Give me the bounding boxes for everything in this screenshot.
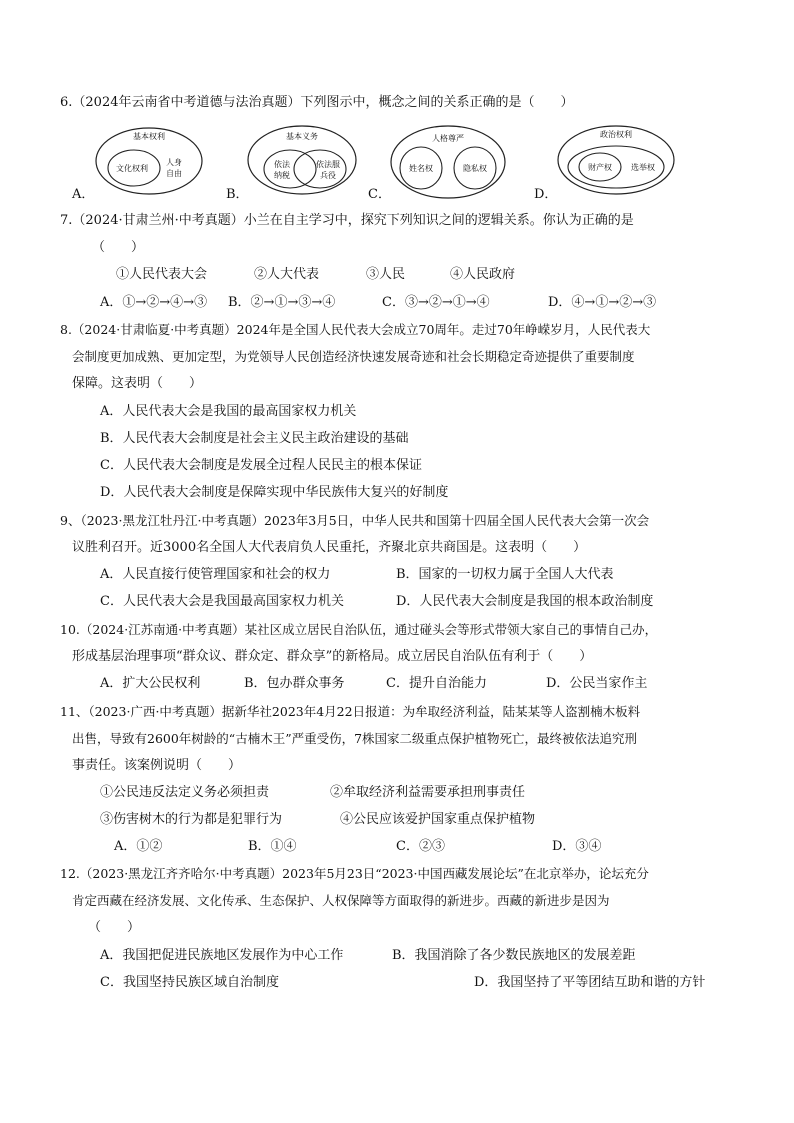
q6-diagram-c-inner1: 姓名权	[409, 164, 433, 173]
q11-stem-line2: 出售，导致有2600年树龄的“古楠木王”严重受伤，7株国家二级重点保护植物死亡，最终被依法追究刑	[72, 731, 638, 746]
q9-stem-line2: 议胜利召开。近3000名全国人大代表肩负人民重托，齐聚北京共商国是。这表明（ ）	[72, 540, 587, 555]
q7-item-2: ②人大代表	[254, 267, 320, 282]
q12-stem-line1: 12.（2023·黑龙江齐齐哈尔·中考真题）2023年5月23日“2023·中国西藏发展论坛”在北京举办，论坛充分	[60, 866, 649, 881]
q10-stem-line2: 形成基层治理事项“群众议、群众定、群众享”的新格局。成立居民自治队伍有利于（ ）	[72, 649, 593, 664]
q11-item-4: ④公民应该爱护国家重点保护植物	[340, 812, 536, 827]
q7-option-a: A．①→②→④→③	[100, 295, 208, 310]
q11-item-3: ③伤害树木的行为都是犯罪行为	[100, 812, 283, 827]
q6-diagram-b-inner1b: 纳税	[274, 171, 290, 180]
q6-option-b-letter: B．	[226, 187, 249, 202]
q6-diagram-a-inner2b: 自由	[166, 169, 182, 178]
q6-diagram-b-inner2b: 兵役	[320, 171, 336, 180]
q8-option-a: A．人民代表大会是我国的最高国家权力机关	[100, 404, 357, 419]
q6-diagram-a-inner2a: 人身	[166, 158, 182, 167]
q6-diagram-d-outer: 政治权利	[600, 130, 632, 139]
q11-stem-line3: 事责任。该案例说明（ ）	[72, 758, 242, 773]
q8-option-c: C．人民代表大会制度是发展全过程人民民主的根本保证	[100, 458, 422, 473]
q8-option-b: B．人民代表大会制度是社会主义民主政治建设的基础	[100, 431, 409, 446]
q6-diagram-b-outer: 基本义务	[286, 132, 318, 141]
q6-diagram-a-inner1: 文化权利	[116, 164, 148, 173]
q7-stem-line2: （ ）	[92, 240, 145, 255]
q10-option-a: A．扩大公民权利	[100, 676, 201, 691]
q9-stem-line1: 9、（2023·黑龙江牡丹江·中考真题）2023年3月5日，中华人民共和国第十四届全国人民代表大会第一次会	[60, 513, 650, 528]
q11-option-b: B．①④	[248, 839, 297, 854]
q6-diagram-d-inner2: 选举权	[631, 163, 655, 172]
q7-item-4: ④人民政府	[450, 267, 516, 282]
q10-option-d: D．公民当家作主	[546, 676, 648, 691]
q6-diagram-b-inner2a: 依法服	[316, 160, 340, 169]
q12-option-c: C．我国坚持民族区域自治制度	[100, 975, 279, 990]
q6-diagram-a-outer: 基本权利	[133, 132, 165, 141]
q6-option-d-letter: D．	[534, 187, 558, 202]
q11-option-a: A．①②	[114, 839, 163, 854]
q6-diagram-d-inner1: 财产权	[588, 163, 612, 172]
q12-option-a: A．我国把促进民族地区发展作为中心工作	[100, 948, 344, 963]
q10-option-c: C．提升自治能力	[386, 676, 487, 691]
q8-stem-line2: 会制度更加成熟、更加定型，为党领导人民创造经济快速发展奇迹和社会长期稳定奇迹提供了重要制度	[72, 349, 635, 364]
q6-diagram-c	[389, 124, 507, 204]
q6-option-c-letter: C．	[368, 187, 391, 202]
q7-stem-line1: 7.（2024·甘肃兰州·中考真题）小兰在自主学习中，探究下列知识之间的逻辑关系。你认为正确的是	[60, 213, 634, 228]
q11-option-c: C．②③	[396, 839, 445, 854]
q8-option-d: D．人民代表大会制度是保障实现中华民族伟大复兴的好制度	[100, 485, 449, 500]
q6-diagram-d	[556, 124, 676, 200]
q7-option-c: C．③→②→①→④	[382, 295, 490, 310]
q8-stem-line1: 8.（2024·甘肃临夏·中考真题）2024年是全国人民代表大会成立70周年。走过70年峥嵘岁月，人民代表大	[60, 322, 651, 337]
q9-option-a: A．人民直接行使管理国家和社会的权力	[100, 567, 331, 582]
q6-option-a-letter: A．	[72, 187, 95, 202]
q11-item-2: ②牟取经济利益需要承担刑事责任	[330, 785, 526, 800]
q10-option-b: B．包办群众事务	[244, 676, 345, 691]
q6-diagram-c-inner2: 隐私权	[463, 164, 487, 173]
q12-stem-line2: 肯定西藏在经济发展、文化传承、生态保护、人权保障等方面取得的新进步。西藏的新进步是因为	[72, 893, 610, 908]
q11-item-1: ①公民违反法定义务必须担责	[100, 785, 270, 800]
q7-item-3: ③人民	[366, 267, 406, 282]
q6-diagram-b-inner1a: 依法	[274, 160, 290, 169]
q9-option-d: D．人民代表大会制度是我国的根本政治制度	[396, 594, 654, 609]
q6-diagram-b	[246, 124, 358, 200]
q9-option-c: C．人民代表大会是我国最高国家权力机关	[100, 594, 344, 609]
q10-stem-line1: 10.（2024·江苏南通·中考真题）某社区成立居民自治队伍，通过碰头会等形式带领大家自己的事情自己办，	[60, 622, 658, 637]
q9-option-b: B．国家的一切权力属于全国人大代表	[396, 567, 614, 582]
q7-item-1: ①人民代表大会	[116, 267, 208, 282]
q11-stem-line1: 11、（2023·广西·中考真题）据新华社2023年4月22日报道：为牟取经济利益，陆某某等人盗割楠木板料	[60, 704, 641, 719]
q12-option-d: D．我国坚持了平等团结互助和谐的方针	[474, 975, 706, 990]
q8-stem-line3: 保障。这表明（ ）	[72, 376, 203, 391]
q11-option-d: D．③④	[552, 839, 602, 854]
q6-diagram-a	[94, 126, 204, 200]
q6-stem: 6.（2024年云南省中考道德与法治真题）下列图示中，概念之间的关系正确的是（ ）	[60, 95, 574, 110]
q6-diagram-c-outer: 人格尊严	[432, 134, 464, 143]
q7-option-d: D．④→①→②→③	[548, 295, 657, 310]
q12-option-b: B．我国消除了各少数民族地区的发展差距	[392, 948, 636, 963]
q7-option-b: B．②→①→③→④	[228, 295, 336, 310]
q12-stem-line3: （ ）	[88, 920, 141, 935]
